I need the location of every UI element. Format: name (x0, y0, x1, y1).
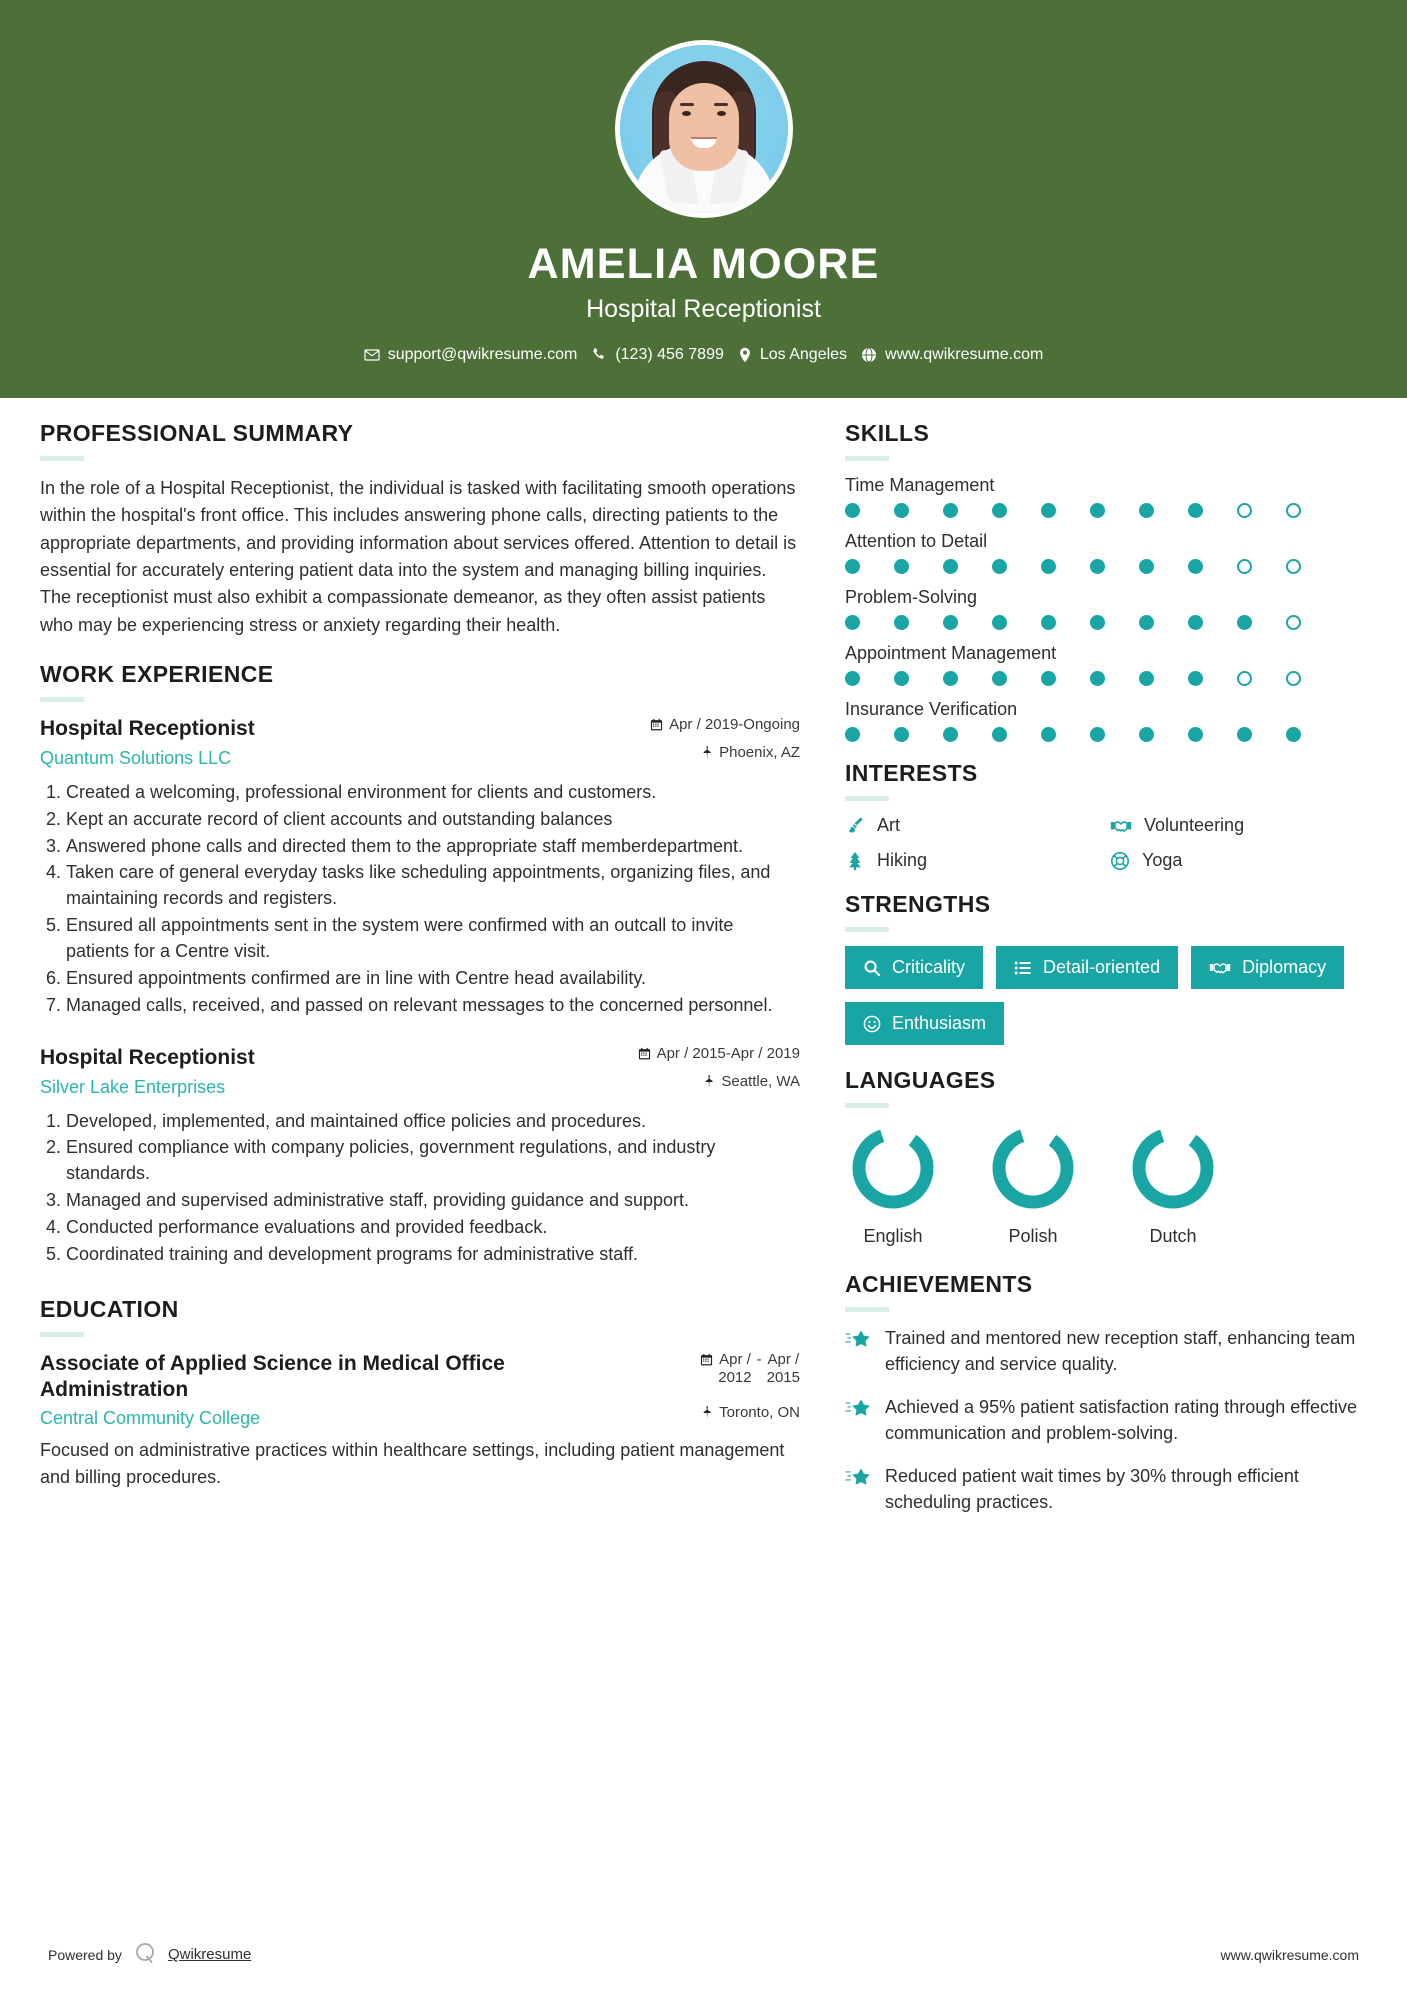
bullet-item: 7. Managed calls, received, and passed on relevant messages to the concerned personnel. (66, 993, 800, 1019)
star-badge-icon (845, 1395, 871, 1420)
qwikresume-brand[interactable]: Qwikresume (167, 1946, 252, 1963)
skill-dot-filled (1237, 727, 1252, 742)
education-school: Central Community College (40, 1408, 261, 1429)
tree-icon (845, 851, 865, 871)
skill-rating (845, 503, 1365, 518)
skill-dot-filled (845, 559, 860, 574)
achievement-item (845, 1395, 1365, 1447)
education-end-year: 2015 (766, 1368, 800, 1386)
bullet-item: 5. Coordinated training and development programs for administrative staff. (66, 1242, 800, 1268)
section-rule (40, 697, 84, 702)
section-rule (845, 927, 889, 932)
skill-dot-filled (992, 671, 1007, 686)
bullet-item: 1. Developed, implemented, and maintained office policies and procedures. (66, 1109, 800, 1135)
skill-dot-filled (1188, 615, 1203, 630)
work-location-text: Phoenix, AZ (719, 743, 800, 761)
interest-hiking (845, 850, 1100, 871)
bullet-item: 2. Ensured compliance with company policies, government regulations, and industry standards. (66, 1135, 800, 1187)
contact-phone-text: (123) 456 7899 (615, 346, 724, 363)
globe-icon (861, 347, 877, 363)
education-start-month: Apr / (719, 1350, 751, 1368)
section-rule (40, 1332, 84, 1337)
skill-dot-filled (1041, 503, 1056, 518)
skill-name: Problem-Solving (845, 587, 978, 607)
language-label: English (863, 1226, 923, 1246)
bullet-item: 4. Conducted performance evaluations and provided feedback. (66, 1215, 800, 1241)
portrait-face (669, 83, 739, 171)
skill-dot-filled (992, 503, 1007, 518)
skill-dot-filled (845, 671, 860, 686)
avatar (615, 40, 793, 218)
skill-dot-filled (1090, 671, 1105, 686)
work-bullets (40, 1109, 800, 1268)
strength-diplomacy[interactable] (1191, 946, 1344, 989)
strength-label: Enthusiasm (892, 1013, 987, 1033)
skill-dot-filled (894, 503, 909, 518)
skill-name: Time Management (845, 475, 995, 495)
skill-dot-filled (1188, 671, 1203, 686)
language-label: Dutch (1149, 1226, 1197, 1246)
list-icon (1014, 959, 1032, 977)
interests-title: INTERESTS (845, 760, 978, 786)
strength-label: Detail-oriented (1043, 957, 1161, 977)
interest-art (845, 815, 1100, 836)
full-name: AMELIA MOORE (527, 240, 880, 288)
summary-text: In the role of a Hospital Receptionist, the individual is tasked with facilitating smooth operations within the hospital's front office. This includes answering phone calls, directing patients to the appropriate departments, and providing information about services offered. Attention to detail is essential for accurately entering patient data into the system and managing billing inquiries. The receptionist must also exhibit a compassionate demeanor, as they often assist patients who may be experiencing stress or anxiety regarding their health. (40, 478, 797, 635)
footer-url[interactable]: www.qwikresume.com (1220, 1946, 1359, 1963)
bullet-item: 3. Answered phone calls and directed them to the appropriate staff memberdepartment. (66, 834, 800, 860)
portrait-brow-right (714, 103, 728, 106)
skill-dot-filled (1041, 671, 1056, 686)
skill-dot-filled (1139, 671, 1154, 686)
skill-dot-filled (943, 671, 958, 686)
skill-dot-filled (1139, 559, 1154, 574)
avatar-photo (620, 45, 788, 213)
work-dates-text: Apr / 2019-Ongoing (669, 716, 800, 734)
skill-dot-filled (1090, 615, 1105, 630)
section-education (40, 1296, 800, 1490)
skill-rating (845, 615, 1365, 630)
skill-dot-empty (1237, 559, 1252, 574)
achievement-text: Reduced patient wait times by 30% through efficient scheduling practices. (885, 1465, 1299, 1512)
languages-list (845, 1122, 1365, 1247)
pin-icon (702, 746, 713, 759)
skill-item (845, 475, 1365, 518)
resume-body (0, 398, 1407, 1532)
skill-dot-empty (1286, 503, 1301, 518)
skill-dot-filled (1188, 727, 1203, 742)
smiley-icon (863, 1015, 881, 1033)
skill-dot-empty (1286, 559, 1301, 574)
language-progress-ring (1127, 1122, 1219, 1214)
education-description: Focused on administrative practices within healthcare settings, including patient management and billing procedures. (40, 1440, 785, 1487)
lifebuoy-icon (1110, 851, 1130, 871)
strengths-list (845, 946, 1365, 1045)
section-professional-summary (40, 420, 800, 639)
skill-dot-filled (992, 559, 1007, 574)
skill-name: Appointment Management (845, 643, 1057, 663)
strength-enthusiasm[interactable] (845, 1002, 1004, 1045)
powered-by (48, 1941, 251, 1968)
skill-dot-filled (894, 559, 909, 574)
skill-dot-empty (1237, 503, 1252, 518)
envelope-icon (364, 347, 380, 363)
skill-name: Insurance Verification (845, 699, 1018, 719)
achievement-item (845, 1464, 1365, 1516)
skill-rating (845, 727, 1365, 742)
calendar-icon (638, 1047, 651, 1060)
section-strengths (845, 891, 1365, 1045)
handshake-icon (1110, 816, 1132, 836)
left-column (40, 420, 800, 1532)
section-rule (845, 1307, 889, 1312)
skill-dot-filled (992, 727, 1007, 742)
section-languages (845, 1067, 1365, 1247)
education-start-date (718, 1351, 751, 1386)
skill-dot-filled (1090, 727, 1105, 742)
work-entry (40, 1045, 800, 1268)
phone-icon (591, 347, 607, 363)
strength-detail-oriented[interactable] (996, 946, 1178, 989)
work-location (704, 1073, 800, 1090)
paintbrush-icon (845, 816, 865, 836)
skill-dot-filled (1188, 559, 1203, 574)
education-location (702, 1404, 800, 1421)
language-item (845, 1122, 941, 1247)
strength-criticality[interactable] (845, 946, 983, 989)
work-org: Silver Lake Enterprises (40, 1076, 226, 1097)
education-degree: Associate of Applied Science in Medical Office Administration (40, 1351, 505, 1401)
skill-dot-filled (1090, 503, 1105, 518)
bullet-item: 5. Ensured all appointments sent in the system were confirmed with an outcall to invite patients for a Centre visit. (66, 913, 800, 965)
skill-dot-empty (1286, 615, 1301, 630)
education-title: EDUCATION (40, 1295, 179, 1322)
section-achievements (845, 1271, 1365, 1515)
handshake-icon (1209, 959, 1231, 977)
skills-title: SKILLS (845, 420, 930, 446)
contact-location-text: Los Angeles (759, 346, 848, 363)
skill-dot-filled (894, 671, 909, 686)
star-badge-icon (845, 1464, 871, 1489)
qwikresume-logo-icon (133, 1941, 157, 1968)
section-rule (845, 796, 889, 801)
powered-by-label: Powered by (48, 1946, 122, 1963)
skill-dot-filled (894, 727, 909, 742)
contact-email[interactable] (364, 346, 578, 364)
right-column (845, 420, 1365, 1532)
section-rule (845, 1103, 889, 1108)
work-org: Quantum Solutions LLC (40, 747, 232, 768)
bullet-item: 4. Taken care of general everyday tasks like scheduling appointments, organizing files, and maintaining records and registers. (66, 860, 800, 912)
interest-label: Hiking (877, 850, 928, 870)
resume-footer (0, 1941, 1407, 1968)
skill-name: Attention to Detail (845, 531, 988, 551)
skill-dot-filled (1090, 559, 1105, 574)
strength-label: Criticality (892, 957, 966, 977)
skill-item (845, 587, 1365, 630)
bullet-item: 2. Kept an accurate record of client accounts and outstanding balances (66, 807, 800, 833)
job-title: Hospital Receptionist (586, 295, 821, 323)
contact-phone[interactable] (591, 346, 724, 364)
skill-dot-filled (943, 503, 958, 518)
skill-dot-filled (943, 559, 958, 574)
work-entry (40, 716, 800, 1019)
interest-volunteering (1110, 815, 1365, 836)
portrait-brow-left (680, 103, 694, 106)
language-item (1125, 1122, 1221, 1247)
bullet-item: 3. Managed and supervised administrative staff, providing guidance and support. (66, 1188, 800, 1214)
star-badge-icon (845, 1326, 871, 1351)
work-location-text: Seattle, WA (721, 1072, 800, 1090)
calendar-icon (700, 1353, 713, 1370)
interest-yoga (1110, 850, 1365, 871)
work-role: Hospital Receptionist (40, 717, 255, 741)
strength-label: Diplomacy (1242, 957, 1327, 977)
achievements-title: ACHIEVEMENTS (845, 1271, 1033, 1297)
map-pin-icon (738, 347, 752, 363)
skill-dot-filled (1041, 727, 1056, 742)
work-dates-text: Apr / 2015-Apr / 2019 (656, 1044, 800, 1062)
skill-rating (845, 671, 1365, 686)
skill-dot-filled (1139, 727, 1154, 742)
work-title: WORK EXPERIENCE (40, 661, 274, 688)
interest-label: Volunteering (1144, 815, 1245, 835)
languages-title: LANGUAGES (845, 1067, 996, 1093)
skill-dot-filled (1237, 615, 1252, 630)
pin-icon (702, 1406, 713, 1419)
skill-dot-filled (1286, 727, 1301, 742)
achievement-text: Achieved a 95% patient satisfaction rating through effective communication and problem-solving. (885, 1396, 1357, 1443)
education-date-separator: - (756, 1350, 762, 1368)
work-location (702, 744, 800, 761)
resume-header (0, 0, 1407, 398)
work-dates (638, 1045, 800, 1062)
contact-email-text: support@qwikresume.com (387, 346, 578, 363)
skill-dot-filled (1041, 615, 1056, 630)
skill-dot-filled (1041, 559, 1056, 574)
skill-rating (845, 559, 1365, 574)
skill-dot-filled (894, 615, 909, 630)
skill-dot-empty (1286, 671, 1301, 686)
bullet-item: 6. Ensured appointments confirmed are in line with Centre head availability. (66, 966, 800, 992)
section-skills (845, 420, 1365, 742)
education-start-year: 2012 (718, 1368, 752, 1386)
work-bullets (40, 780, 800, 1019)
skill-dot-filled (1188, 503, 1203, 518)
language-label: Polish (1008, 1226, 1058, 1246)
skill-dot-filled (845, 615, 860, 630)
skill-dot-empty (1237, 671, 1252, 686)
pin-icon (704, 1075, 715, 1088)
skill-dot-filled (943, 615, 958, 630)
skill-dot-filled (1139, 615, 1154, 630)
skill-dot-filled (1139, 503, 1154, 518)
skill-item (845, 699, 1365, 742)
skill-dot-filled (845, 727, 860, 742)
education-end-date (767, 1351, 800, 1386)
language-progress-ring (847, 1122, 939, 1214)
interest-label: Yoga (1142, 850, 1183, 870)
search-icon (863, 959, 881, 977)
calendar-icon (650, 718, 663, 731)
portrait-eye-left (682, 111, 691, 116)
interest-label: Art (877, 815, 901, 835)
language-item (985, 1122, 1081, 1247)
skill-dot-filled (992, 615, 1007, 630)
bullet-item: 1. Created a welcoming, professional environment for clients and customers. (66, 780, 800, 806)
work-role: Hospital Receptionist (40, 1045, 255, 1069)
skill-dot-filled (845, 503, 860, 518)
education-location-text: Toronto, ON (719, 1404, 800, 1422)
language-progress-ring (987, 1122, 1079, 1214)
contact-website[interactable] (861, 346, 1043, 364)
education-entry (40, 1351, 800, 1490)
education-end-month: Apr / (767, 1350, 800, 1368)
portrait-eye-right (717, 111, 726, 116)
achievement-text: Trained and mentored new reception staff, enhancing team efficiency and service quality. (885, 1328, 1356, 1374)
section-work-experience (40, 661, 800, 1268)
contact-website-text: www.qwikresume.com (885, 346, 1044, 363)
contact-location (738, 346, 847, 364)
summary-title: PROFESSIONAL SUMMARY (40, 420, 354, 446)
achievement-item (845, 1326, 1365, 1378)
contact-bar (0, 346, 1407, 364)
skill-dot-filled (943, 727, 958, 742)
section-interests (845, 760, 1365, 871)
interests-list (845, 815, 1365, 871)
skill-item (845, 531, 1365, 574)
work-dates (650, 716, 800, 733)
section-rule (845, 456, 889, 461)
skill-item (845, 643, 1365, 686)
education-dates (700, 1351, 800, 1386)
section-rule (40, 456, 84, 461)
strengths-title: STRENGTHS (845, 891, 991, 917)
